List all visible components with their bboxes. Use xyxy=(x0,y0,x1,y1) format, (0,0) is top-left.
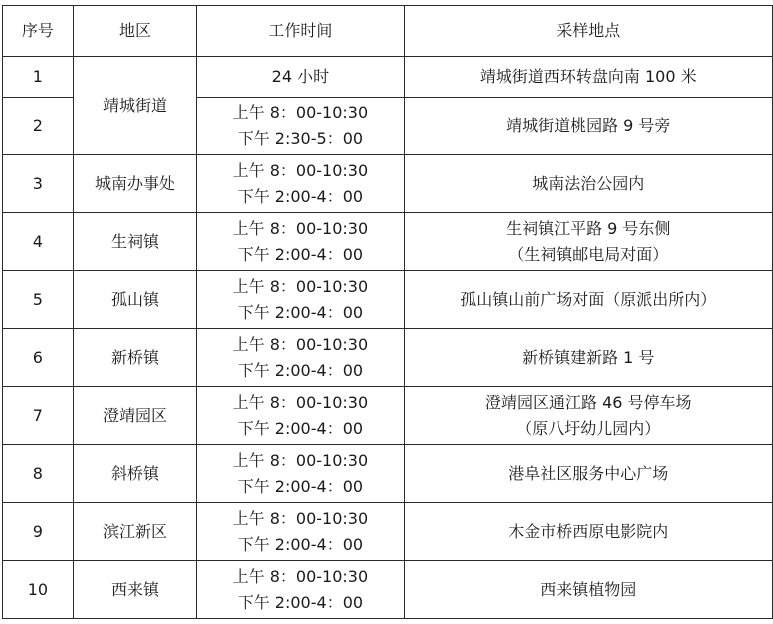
row-index: 4 xyxy=(3,213,74,271)
row-region: 新桥镇 xyxy=(73,329,197,387)
row-region: 西来镇 xyxy=(73,561,197,619)
table-row xyxy=(3,271,773,329)
row-index: 1 xyxy=(3,57,74,98)
row-region: 生祠镇 xyxy=(73,213,197,271)
site-line: （生祠镇邮电局对面） xyxy=(508,244,669,264)
hours-line: 下午 2:00-4：00 xyxy=(237,592,364,612)
row-hours xyxy=(197,561,404,619)
table-row xyxy=(3,445,773,503)
hours-line: 上午 8：00-10:30 xyxy=(232,392,369,412)
row-index: 5 xyxy=(3,271,74,329)
row-region: 斜桥镇 xyxy=(73,445,197,503)
site-line: 港阜社区服务中心广场 xyxy=(508,463,669,483)
site-line: 靖城街道桃园路 9 号旁 xyxy=(506,116,671,135)
sampling-sites-table xyxy=(2,5,773,619)
row-site xyxy=(404,213,772,271)
table-row xyxy=(3,57,773,98)
hours-line: 上午 8：00-10:30 xyxy=(232,450,369,470)
row-region: 靖城街道 xyxy=(73,57,197,155)
row-hours xyxy=(197,98,404,155)
hours-line: 上午 8：00-10:30 xyxy=(232,566,369,586)
row-hours xyxy=(197,155,404,213)
row-site xyxy=(404,329,772,387)
hours-line: 下午 2:00-4：00 xyxy=(237,360,364,380)
site-line: （原八圩幼儿园内） xyxy=(516,418,661,438)
table-row xyxy=(3,329,773,387)
site-line: 靖城街道西环转盘向南 100 米 xyxy=(479,67,697,86)
row-site xyxy=(404,57,772,98)
row-index: 7 xyxy=(3,387,74,445)
hours-line: 下午 2:00-4：00 xyxy=(237,186,364,206)
row-region: 澄靖园区 xyxy=(73,387,197,445)
hours-line: 上午 8：00-10:30 xyxy=(232,334,369,354)
row-hours xyxy=(197,329,404,387)
hours-line: 下午 2:00-4：00 xyxy=(237,418,364,438)
row-site xyxy=(404,387,772,445)
site-line: 西来镇植物园 xyxy=(540,579,637,599)
row-region: 城南办事处 xyxy=(73,155,197,213)
site-line: 城南法治公园内 xyxy=(532,173,645,193)
row-hours xyxy=(197,503,404,561)
hours-line: 下午 2:00-4：00 xyxy=(237,476,364,496)
header-region: 地区 xyxy=(73,6,197,57)
row-index: 6 xyxy=(3,329,74,387)
row-site xyxy=(404,561,772,619)
site-line: 木金市桥西原电影院内 xyxy=(508,521,669,541)
hours-line: 上午 8：00-10:30 xyxy=(232,218,369,238)
hours-line: 下午 2:00-4：00 xyxy=(237,244,364,264)
table-row xyxy=(3,503,773,561)
row-site xyxy=(404,98,772,155)
table-row xyxy=(3,561,773,619)
site-line: 生祠镇江平路 9 号东侧 xyxy=(506,218,671,238)
header-index: 序号 xyxy=(3,6,74,57)
row-region: 滨江新区 xyxy=(73,503,197,561)
row-hours xyxy=(197,387,404,445)
table-row xyxy=(3,155,773,213)
row-site xyxy=(404,503,772,561)
row-hours xyxy=(197,213,404,271)
row-index: 10 xyxy=(3,561,74,619)
row-hours xyxy=(197,445,404,503)
row-region: 孤山镇 xyxy=(73,271,197,329)
row-site xyxy=(404,271,772,329)
row-hours xyxy=(197,57,404,98)
hours-line: 上午 8：00-10:30 xyxy=(232,103,369,122)
site-line: 澄靖园区通江路 46 号停车场 xyxy=(484,392,692,412)
hours-line: 上午 8：00-10:30 xyxy=(232,508,369,528)
row-index: 9 xyxy=(3,503,74,561)
table-header-row xyxy=(3,6,773,57)
table-row xyxy=(3,387,773,445)
table-row xyxy=(3,213,773,271)
hours-line: 下午 2:00-4：00 xyxy=(237,302,364,322)
header-hours: 工作时间 xyxy=(197,6,404,57)
row-hours xyxy=(197,271,404,329)
row-site xyxy=(404,445,772,503)
row-index: 2 xyxy=(3,98,74,155)
header-site: 采样地点 xyxy=(404,6,772,57)
row-site xyxy=(404,155,772,213)
site-line: 新桥镇建新路 1 号 xyxy=(522,347,655,367)
hours-line: 下午 2:30-5：00 xyxy=(237,129,364,148)
hours-line: 24 小时 xyxy=(271,67,330,86)
row-index: 3 xyxy=(3,155,74,213)
hours-line: 上午 8：00-10:30 xyxy=(232,276,369,296)
hours-line: 上午 8：00-10:30 xyxy=(232,160,369,180)
site-line: 孤山镇山前广场对面（原派出所内） xyxy=(460,289,717,309)
row-index: 8 xyxy=(3,445,74,503)
hours-line: 下午 2:00-4：00 xyxy=(237,534,364,554)
